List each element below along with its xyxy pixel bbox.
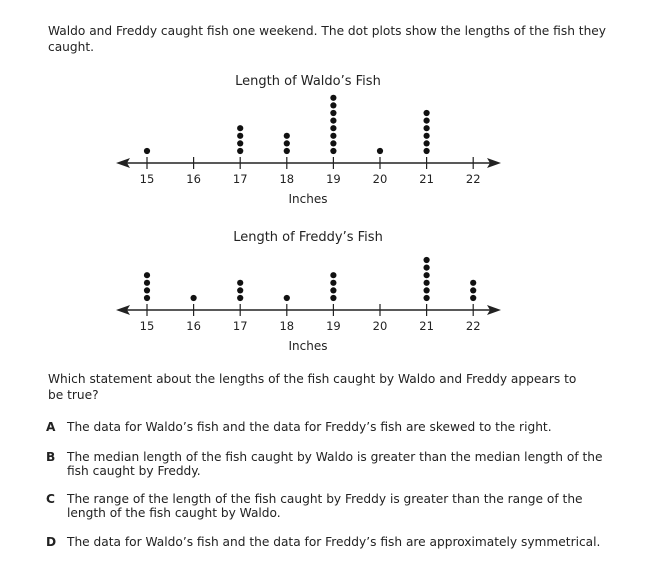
option-b[interactable] <box>46 450 606 478</box>
chart1-xlabel: Inches <box>288 339 328 353</box>
chart0-dot-18-1 <box>284 148 290 154</box>
chart0-tick-label-15: 15 <box>139 172 155 186</box>
chart0-tick-label-19: 19 <box>326 172 341 186</box>
chart0-tick-label-18: 18 <box>279 172 295 186</box>
chart1-dot-22-3 <box>470 280 476 286</box>
chart1-dot-16-1 <box>191 295 197 301</box>
chart1-tick-label-22: 22 <box>465 319 481 333</box>
chart0-dot-19-8 <box>330 95 336 101</box>
chart0-tick-label-21: 21 <box>419 172 434 186</box>
chart0-dot-18-2 <box>284 140 290 146</box>
chart1-tick-label-21: 21 <box>419 319 434 333</box>
chart0-dot-17-3 <box>237 133 243 139</box>
chart0-dot-17-1 <box>237 148 243 154</box>
chart0-dot-19-5 <box>330 118 336 124</box>
chart0-dot-19-6 <box>330 110 336 116</box>
option-c[interactable] <box>46 492 606 520</box>
option-b-text: The median length of the fish caught by Waldo is greater than the median length of the fish caught by Freddy. <box>67 450 603 478</box>
option-c-letter: C <box>46 492 55 506</box>
chart0-tick-label-16: 16 <box>186 172 201 186</box>
chart0-dot-21-6 <box>424 110 430 116</box>
option-a-letter: A <box>46 420 56 434</box>
chart1-dot-15-4 <box>144 272 150 278</box>
freddy-dot-plot-svg <box>0 225 654 365</box>
chart1-dot-21-4 <box>424 272 430 278</box>
option-d[interactable] <box>46 535 606 549</box>
option-a-text: The data for Waldo’s fish and the data for Freddy’s fish are skewed to the right. <box>67 420 552 434</box>
option-d-text: The data for Waldo’s fish and the data for Freddy’s fish are approximately symmetrical. <box>67 535 601 549</box>
chart1-dot-19-2 <box>330 287 336 293</box>
chart0-dot-21-1 <box>424 148 430 154</box>
chart0-dot-15-1 <box>144 148 150 154</box>
chart1-tick-label-20: 20 <box>372 319 388 333</box>
chart0-dot-19-1 <box>330 148 336 154</box>
chart0-dot-21-4 <box>424 125 430 131</box>
option-d-letter: D <box>46 535 57 549</box>
chart0-dot-19-2 <box>330 140 336 146</box>
chart1-dot-21-2 <box>424 287 430 293</box>
chart1-tick-label-16: 16 <box>186 319 201 333</box>
chart1-tick-label-15: 15 <box>139 319 155 333</box>
option-c-text: The range of the length of the fish caught by Freddy is greater than the range of the length of the fish caught by Waldo. <box>67 492 583 520</box>
chart1-dot-21-6 <box>424 257 430 263</box>
chart1-tick-label-19: 19 <box>326 319 341 333</box>
chart0-tick-label-20: 20 <box>372 172 388 186</box>
intro-text: Waldo and Freddy caught fish one weekend. The dot plots show the lengths of the fish they caught. <box>48 24 607 54</box>
chart0-dot-21-2 <box>424 140 430 146</box>
waldo-dot-plot-svg <box>0 68 654 212</box>
chart0-dot-19-3 <box>330 133 336 139</box>
chart1-dot-17-3 <box>237 280 243 286</box>
chart0-dot-17-4 <box>237 125 243 131</box>
chart0-tick-label-17: 17 <box>232 172 248 186</box>
question-text: Which statement about the lengths of the fish caught by Waldo and Freddy appears to be true? <box>48 372 577 402</box>
chart1-dot-19-3 <box>330 280 336 286</box>
chart0-dot-18-3 <box>284 133 290 139</box>
chart1-dot-17-1 <box>237 295 243 301</box>
chart1-dot-21-1 <box>424 295 430 301</box>
chart1-dot-19-1 <box>330 295 336 301</box>
chart1-dot-15-1 <box>144 295 150 301</box>
option-a[interactable] <box>46 420 606 434</box>
chart1-dot-15-3 <box>144 280 150 286</box>
chart1-dot-22-2 <box>470 287 476 293</box>
chart0-dot-17-2 <box>237 140 243 146</box>
chart1-dot-21-3 <box>424 280 430 286</box>
option-b-letter: B <box>46 450 56 464</box>
chart0-title: Length of Waldo’s Fish <box>235 74 381 89</box>
chart1-dot-17-2 <box>237 287 243 293</box>
chart0-dot-19-4 <box>330 125 336 131</box>
waldo-dot-plot <box>0 68 654 212</box>
chart0-dot-21-5 <box>424 118 430 124</box>
chart0-tick-label-22: 22 <box>465 172 481 186</box>
chart0-xlabel: Inches <box>288 192 328 206</box>
chart1-tick-label-17: 17 <box>232 319 248 333</box>
chart1-dot-22-1 <box>470 295 476 301</box>
chart1-tick-label-18: 18 <box>279 319 295 333</box>
chart1-dot-19-4 <box>330 272 336 278</box>
chart1-title: Length of Freddy’s Fish <box>233 230 383 245</box>
chart1-dot-15-2 <box>144 287 150 293</box>
freddy-dot-plot <box>0 225 654 365</box>
chart1-dot-21-5 <box>424 265 430 271</box>
chart0-dot-19-7 <box>330 102 336 108</box>
chart0-dot-20-1 <box>377 148 383 154</box>
chart1-dot-18-1 <box>284 295 290 301</box>
chart0-dot-21-3 <box>424 133 430 139</box>
